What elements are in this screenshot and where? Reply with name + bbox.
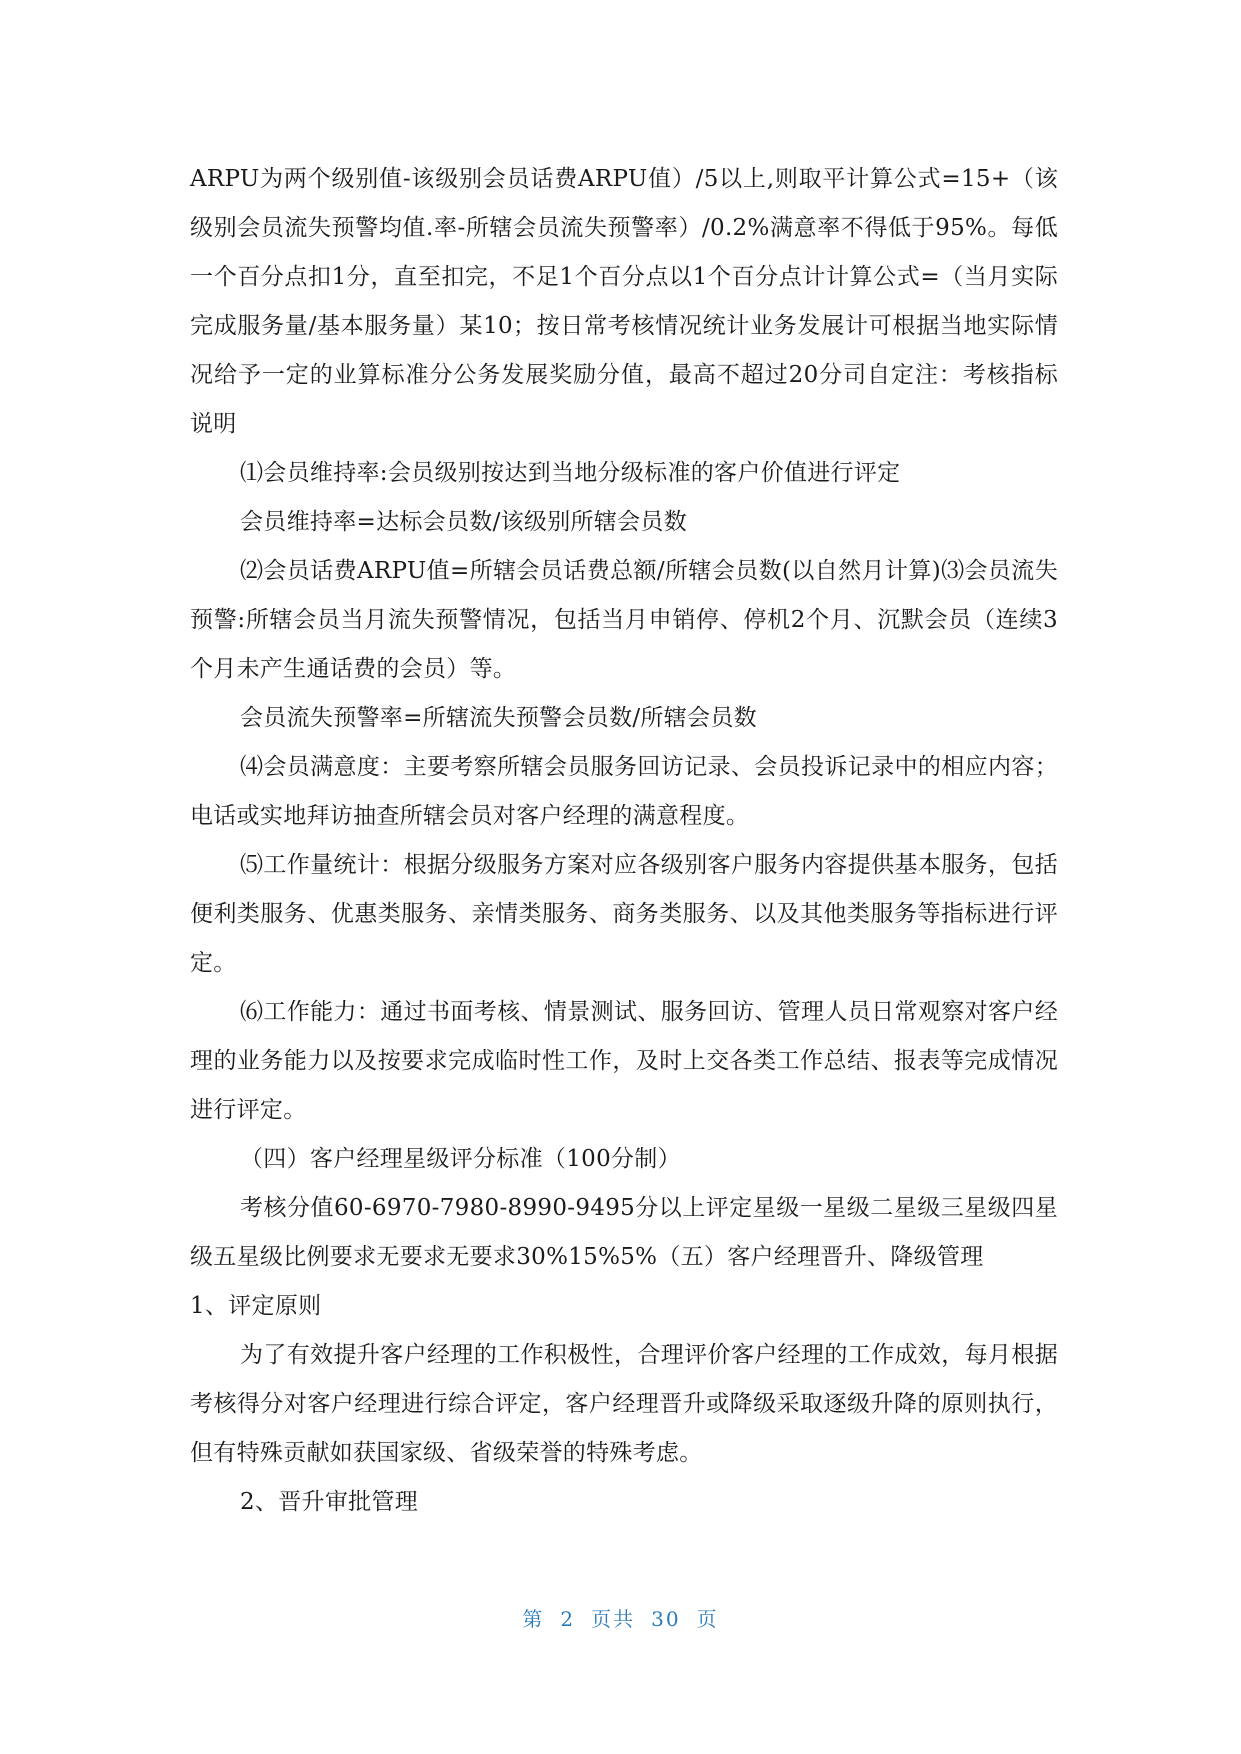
- subheading-promotion-approval: 2、晋升审批管理: [240, 1489, 419, 1515]
- section-heading-star-rating: （四）客户经理星级评分标准（100分制）: [240, 1146, 681, 1172]
- footer-word-di: 第: [522, 1607, 545, 1631]
- paragraph-evaluation-principle: 为了有效提升客户经理的工作积极性，合理评价客户经理的工作成效，每月根据考核得分对客户经理进行综合评定，客户经理晋升或降级采取逐级升降的原则执行，但有特殊贡献如获国家级、省级荣誉的特殊考虑。: [190, 1342, 1058, 1466]
- paragraph-member-retention: ⑴会员维持率:会员级别按达到当地分级标准的客户价值进行评定: [240, 460, 901, 486]
- footer-word-ye-gong: 页共: [591, 1607, 636, 1631]
- paragraph-star-rating-table: 考核分值60-6970-7980-8990-9495分以上评定星级一星级二星级三星级四星级五星级比例要求无要求无要求30%15%5%（五）客户经理晋升、降级管理: [190, 1195, 1058, 1270]
- paragraph-workload: ⑸工作量统计：根据分级服务方案对应各级别客户服务内容提供基本服务，包括便利类服务、优惠类服务、亲情类服务、商务类服务、以及其他类服务等指标进行评定。: [190, 852, 1058, 976]
- page-footer: [0, 1605, 1241, 1633]
- paragraph-satisfaction: ⑷会员满意度：主要考察所辖会员服务回访记录、会员投诉记录中的相应内容；电话或实地拜访抽查所辖会员对客户经理的满意程度。: [190, 754, 1058, 829]
- footer-page-number: 2: [560, 1607, 576, 1631]
- paragraph-formula-continuation: ARPU为两个级别值-该级别会员话费ARPU值）/5以上,则取平计算公式=15+（该级别会员流失预警均值.率-所辖会员流失预警率）/0.2%满意率不得低于95%。每低一个百分点扣1分，直至扣完，不足1个百分点以1个百分点计计算公式=（当月实际完成服务量/基本服务量）某10；按日常考核情况统计业务发展计可根据当地实际情况给予一定的业算标准分公务发展奖励分值，最高不超过20分司自定注：考核指标说明: [190, 166, 1058, 437]
- paragraph-arpu-and-churn: ⑵会员话费ARPU值=所辖会员话费总额/所辖会员数(以自然月计算)⑶会员流失预警:所辖会员当月流失预警情况，包括当月申销停、停机2个月、沉默会员（连续3个月未产生通话费的会员）等。: [190, 558, 1058, 682]
- paragraph-churn-formula: 会员流失预警率=所辖流失预警会员数/所辖会员数: [240, 705, 757, 731]
- paragraph-retention-formula: 会员维持率=达标会员数/该级别所辖会员数: [240, 509, 688, 535]
- document-body: [190, 155, 1058, 1527]
- subheading-evaluation-principle: 1、评定原则: [190, 1293, 322, 1319]
- footer-word-ye: 页: [696, 1607, 719, 1631]
- paragraph-work-ability: ⑹工作能力：通过书面考核、情景测试、服务回访、管理人员日常观察对客户经理的业务能力以及按要求完成临时性工作，及时上交各类工作总结、报表等完成情况进行评定。: [190, 999, 1058, 1123]
- footer-total-pages: 30: [651, 1607, 681, 1631]
